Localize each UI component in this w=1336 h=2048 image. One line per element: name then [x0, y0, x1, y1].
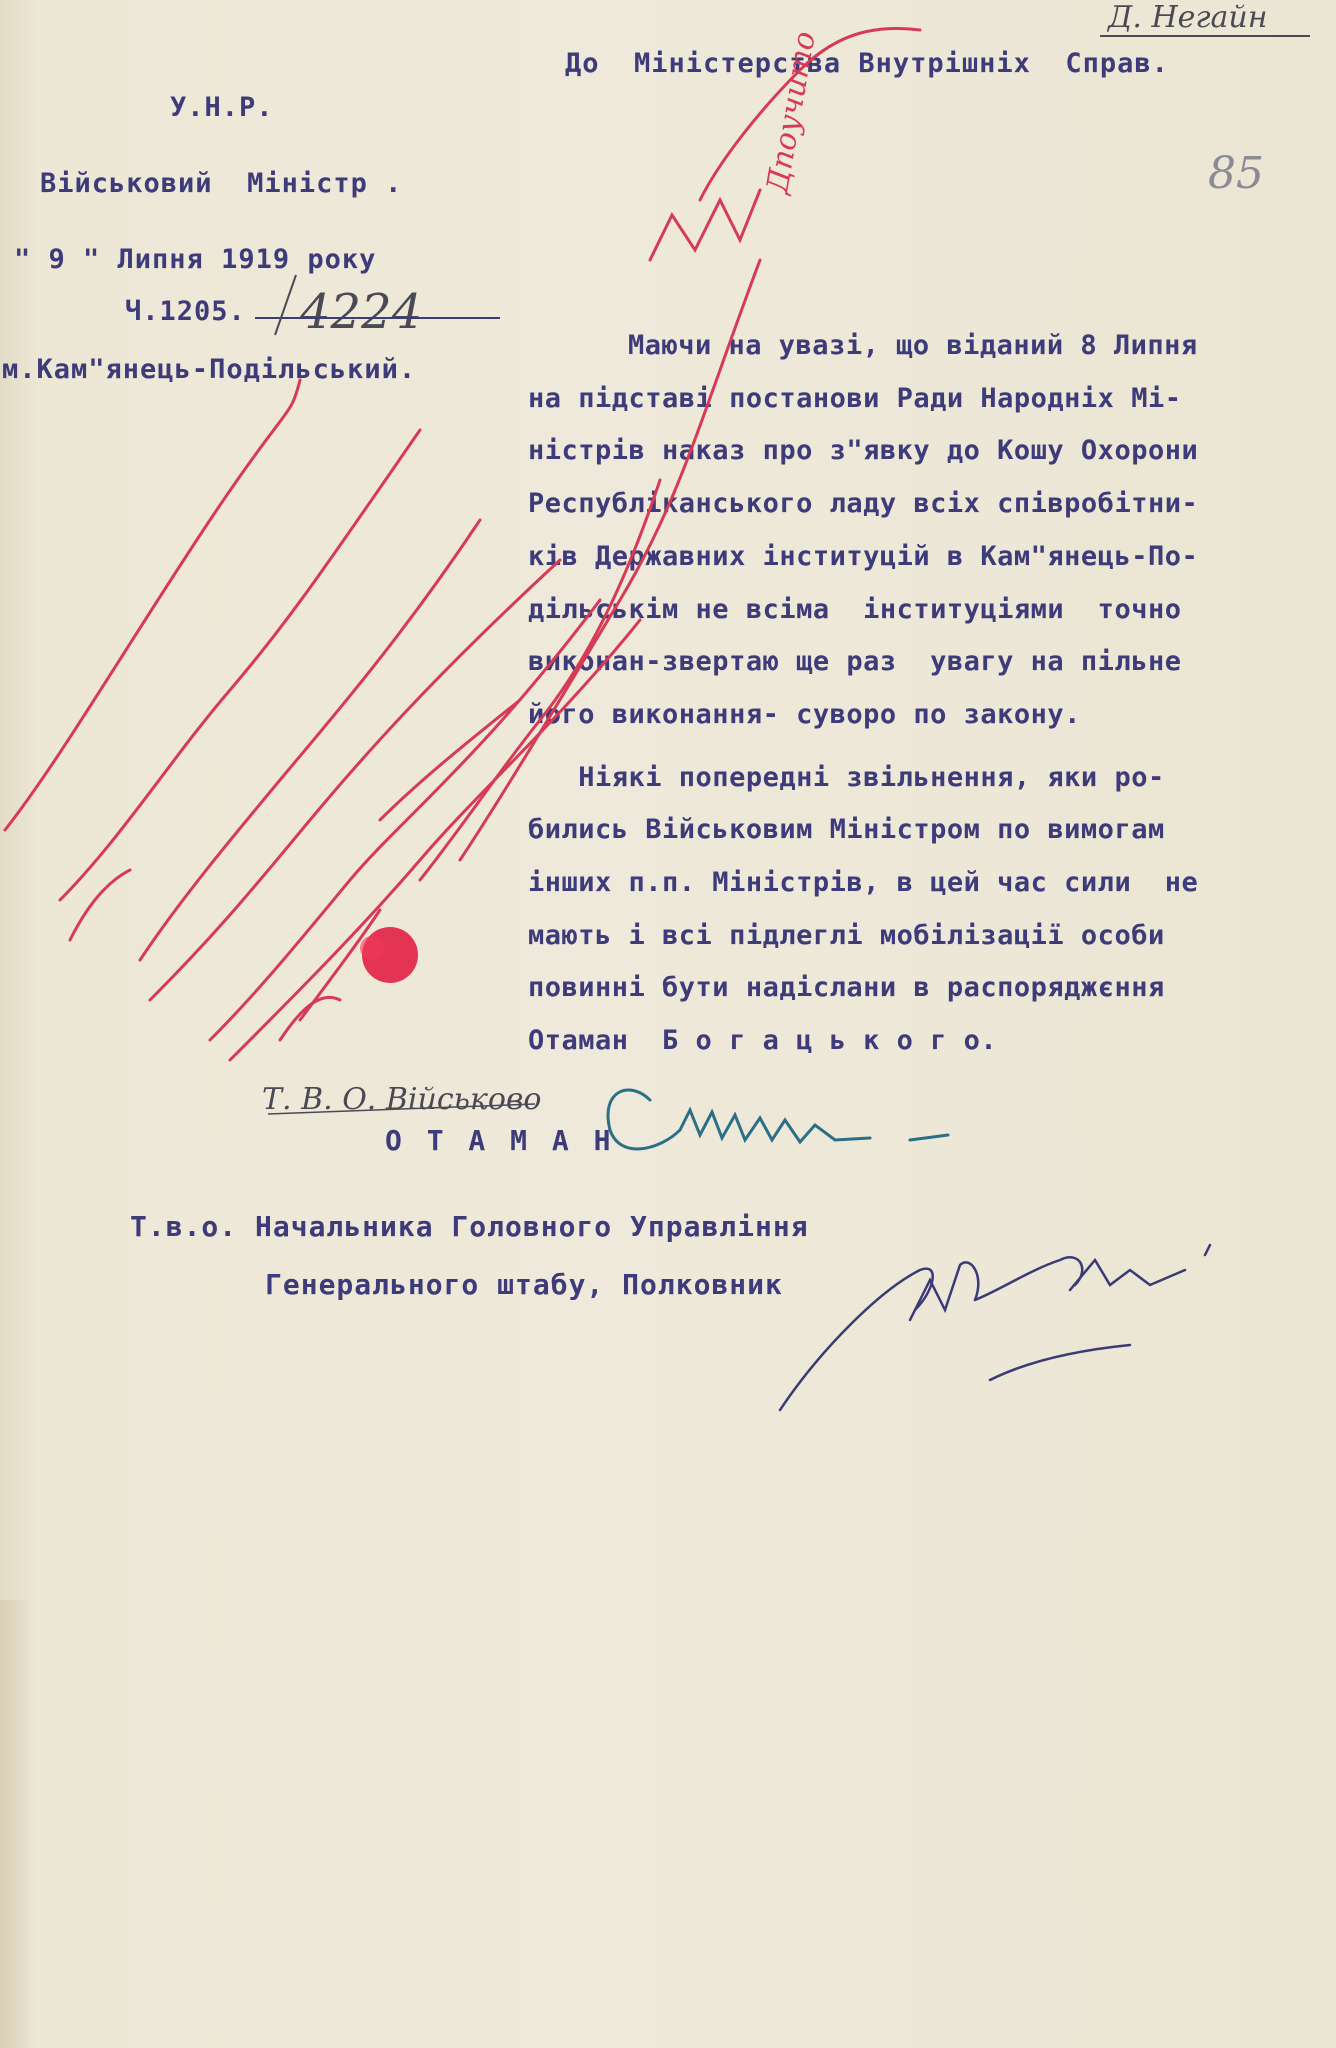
body-line: інших п.п. Міністрів, в цей час сили не — [528, 867, 1199, 898]
body-line: Отаман Б о г а ц ь к о г о. — [528, 1025, 998, 1056]
body-line: ків Державних інституцій в Кам"янець-По- — [528, 541, 1199, 572]
colonel-signature — [780, 1245, 1210, 1410]
handwritten-title: Т. В. О. Військово — [262, 1082, 542, 1117]
chief-line-1: Т.в.о. Начальника Головного Управління — [130, 1210, 809, 1243]
body-line: ністрів наказ про з"явку до Кошу Охорони — [528, 435, 1199, 466]
otaman-signature — [608, 1090, 948, 1149]
body-line: Ніякі попередні звільнення, яки ро- — [528, 762, 1165, 793]
header-ministry: Військовий Міністр . — [40, 168, 403, 199]
body-line: його виконання- суворо по закону. — [528, 699, 1081, 730]
body-line: Маючи на увазі, що віданий 8 Липня — [628, 330, 1198, 361]
body-line: бились Військовим Міністром по вимогам — [528, 814, 1165, 845]
body-line: на підставі постанови Ради Народніх Мі- — [528, 383, 1182, 414]
marginal-note-top-right: Д. Негайн — [1108, 0, 1268, 35]
header-number-typed: Ч.1205. — [125, 296, 246, 327]
chief-line-2: Генерального штабу, Полковник — [265, 1268, 783, 1301]
header-number-handwritten: 4224 — [300, 284, 423, 340]
body-line: повинні бути надіслани в распоряджєння — [528, 972, 1165, 1003]
red-resolution-strokes — [5, 28, 920, 1060]
body-line: дільськім не всіма інституціями точно — [528, 594, 1182, 625]
red-marginal-note: Дпоучито — [760, 28, 823, 197]
header-date-line: " 9 " Липня 1919 року — [14, 244, 377, 275]
header-unr: У.Н.Р. — [170, 92, 274, 123]
folio-number: 85 — [1208, 148, 1264, 199]
pencil-title-underline — [268, 1104, 535, 1114]
otaman-label: О Т А М А Н — [385, 1124, 615, 1157]
addressee: До Міністерства Внутрішніх Справ. — [565, 48, 1169, 79]
body-line: Республіканського ладу всіх співробітни- — [528, 488, 1199, 519]
number-slash — [275, 275, 296, 335]
header-place: м.Кам"янець-Подільський. — [2, 354, 417, 385]
body-line: мають і всі підлеглі мобілізації особи — [528, 920, 1165, 951]
body-line: виконан-звертаю ще раз увагу на пільне — [528, 646, 1182, 677]
